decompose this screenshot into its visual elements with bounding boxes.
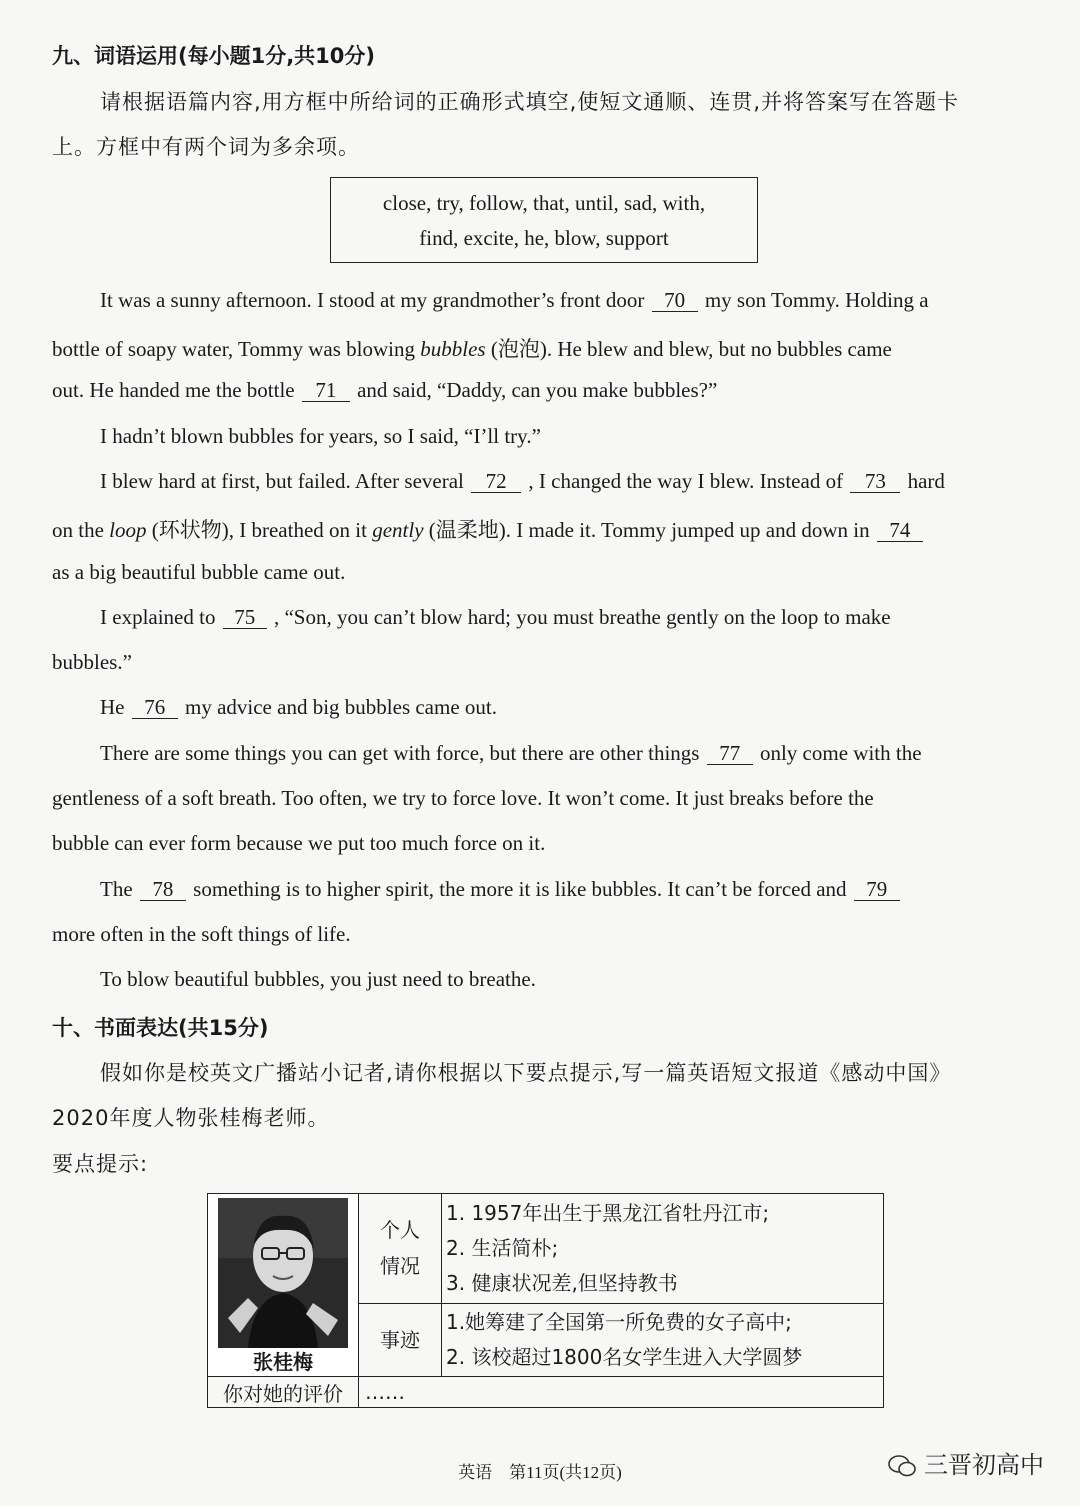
blank-79: 79: [854, 879, 900, 901]
section10-title: 十、书面表达(共15分): [52, 1016, 269, 1040]
text: my advice and big bubbles came out.: [185, 695, 497, 719]
text: He: [100, 695, 125, 719]
passage-line: bubbles.”: [52, 650, 132, 674]
text: out. He handed me the bottle: [52, 378, 295, 402]
passage-line: as a big beautiful bubble came out.: [52, 560, 346, 584]
passage-line: more often in the soft things of life.: [52, 922, 351, 946]
personal-label: [359, 1194, 442, 1304]
section9-title: 九、词语运用(每小题1分,共10分): [52, 44, 376, 68]
section10-instruction-2: 2020年度人物张桂梅老师。: [52, 1106, 330, 1130]
watermark-text: 三晋初高中: [924, 1451, 1044, 1479]
passage-line: [100, 605, 891, 630]
evaluation-label: 你对她的评价: [208, 1377, 359, 1408]
passage-line: [100, 877, 902, 902]
personal-item: 3. 健康状况差,但坚持教书: [446, 1270, 678, 1295]
passage-line: I hadn’t blown bubbles for years, so I said, “I’ll try.”: [100, 424, 541, 448]
passage-line: [100, 695, 497, 720]
text: , I changed the way I blew. Instead of: [528, 469, 844, 493]
passage-line: gentleness of a soft breath. Too often, we try to force love. It won’t come. It just breaks before the: [52, 786, 874, 810]
personal-items: [442, 1194, 884, 1304]
deeds-item: 1.她筹建了全国第一所免费的女子高中;: [446, 1309, 792, 1334]
word-box-line-1: close, try, follow, that, until, sad, with,: [382, 191, 706, 215]
blank-72: 72: [471, 471, 521, 493]
passage-line: [100, 741, 922, 766]
text: I explained to: [100, 605, 216, 629]
word-box-line-2: find, excite, he, blow, support: [419, 226, 669, 250]
passage-line: [100, 288, 929, 313]
personal-item: 2. 生活简朴;: [446, 1235, 559, 1260]
person-name: 张桂梅: [253, 1350, 313, 1374]
section9-instruction-2: 上。方框中有两个词为多余项。: [52, 135, 360, 159]
italic-word: gently: [372, 518, 424, 542]
text: only come with the: [759, 741, 922, 765]
blank-77: 77: [707, 743, 753, 765]
passage-line: [52, 333, 892, 363]
text: It was a sunny afternoon. I stood at my grandmother’s front door: [100, 288, 645, 312]
section9-instruction-1: 请根据语篇内容,用方框中所给词的正确形式填空,使短文通顺、连贯,并将答案写在答题卡: [100, 90, 960, 114]
page-footer: 英语 第11页(共12页): [458, 1463, 622, 1482]
passage-line: To blow beautiful bubbles, you just need to breathe.: [100, 967, 536, 991]
text: and said, “Daddy, can you make bubbles?”: [357, 378, 718, 402]
text: bottle of soapy water, Tommy was blowing: [52, 337, 415, 361]
text: (泡泡). He blew and blew, but no bubbles came: [490, 337, 892, 361]
deeds-item: 2. 该校超过1800名女学生进入大学圆梦: [446, 1344, 803, 1369]
blank-78: 78: [140, 879, 186, 901]
word-box: [330, 177, 758, 263]
portrait-image: [218, 1198, 348, 1348]
blank-75: 75: [223, 607, 267, 629]
text: , “Son, you can’t blow hard; you must breathe gently on the loop to make: [273, 605, 891, 629]
text: The: [100, 877, 133, 901]
blank-76: 76: [132, 697, 178, 719]
personal-label-1: 个人: [380, 1218, 420, 1243]
text: my son Tommy. Holding a: [704, 288, 929, 312]
blank-74: 74: [877, 520, 923, 542]
passage-line: bubble can ever form because we put too much force on it.: [52, 831, 546, 855]
text: (温柔地). I made it. Tommy jumped up and down in: [428, 518, 870, 542]
passage-line: [52, 378, 717, 403]
blank-70: 70: [652, 290, 698, 312]
blank-73: 73: [850, 471, 900, 493]
text: (环状物), I breathed on it: [151, 518, 367, 542]
italic-word: bubbles: [420, 337, 486, 361]
text: hard: [907, 469, 945, 493]
points-label: 要点提示:: [52, 1152, 149, 1176]
deeds-label: 事迹: [359, 1303, 442, 1376]
personal-item: 1. 1957年出生于黑龙江省牡丹江市;: [446, 1200, 770, 1225]
evaluation-value: ……: [359, 1377, 884, 1408]
section10-instruction-1: 假如你是校英文广播站小记者,请你根据以下要点提示,写一篇英语短文报道《感动中国》: [100, 1061, 952, 1085]
deeds-items: [442, 1303, 884, 1376]
personal-label-2: 情况: [380, 1254, 420, 1279]
photo-cell: [208, 1194, 359, 1377]
watermark-logo: [888, 1445, 1044, 1480]
text: There are some things you can get with force, but there are other things: [100, 741, 700, 765]
wechat-icon: [888, 1455, 916, 1477]
passage-line: [100, 469, 945, 494]
italic-word: loop: [109, 518, 147, 542]
text: something is to higher spirit, the more it is like bubbles. It can’t be forced and: [193, 877, 847, 901]
text: I blew hard at first, but failed. After several: [100, 469, 464, 493]
text: on the: [52, 518, 104, 542]
passage-line: [52, 514, 925, 544]
blank-71: 71: [302, 380, 350, 402]
info-table: [207, 1193, 884, 1408]
